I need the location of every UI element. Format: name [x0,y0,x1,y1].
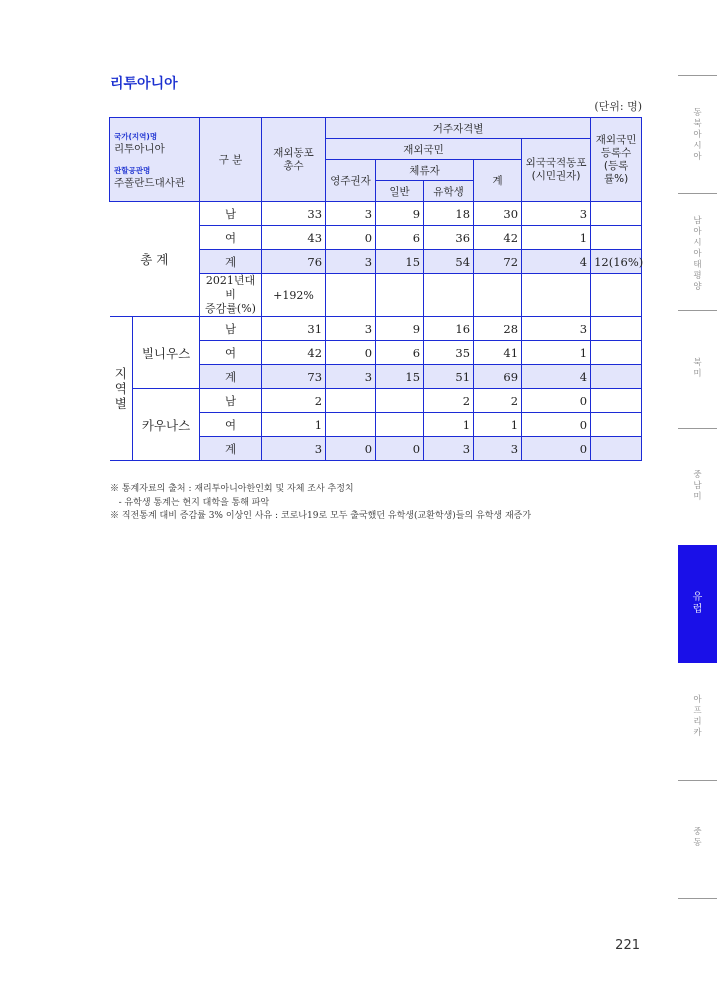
cell-foreign: 1 [522,226,591,250]
cell-foreign: 3 [522,317,591,341]
table-row [110,389,642,413]
header-foreign-nationals: 외국국적동포 (시민권자) [522,139,591,202]
page-number: 221 [615,938,640,953]
country-name: 리투아니아 [114,142,165,155]
cell-permanent: 3 [326,202,376,226]
change-label: 2021년대비 증감률(%) [200,274,262,317]
cell-general: 15 [376,365,424,389]
header-overseas-citizens: 재외국민 [326,139,522,160]
header-residence: 거주자격별 [326,118,591,139]
cell-student: 54 [424,250,474,274]
cell-total: 76 [262,250,326,274]
tab-south-asia-pacific[interactable]: 남 아 시 아 태 평 양 [693,216,702,292]
divider [678,428,717,429]
cell-subtotal: 2 [474,389,522,413]
footnote: - 유학생 통계는 현지 대학을 통해 파악 [110,497,270,508]
cell-total: 43 [262,226,326,250]
divider [678,780,717,781]
region-name: 카우나스 [133,389,200,461]
cell-student: 36 [424,226,474,250]
unit-label: (단위: 명) [594,100,642,113]
cell-registered [591,341,642,365]
header-general: 일반 [376,181,424,202]
cell-permanent: 3 [326,317,376,341]
cell-registered [591,389,642,413]
region-name: 빌니우스 [133,317,200,389]
cell-subtotal: 69 [474,365,522,389]
total-section-label: 총 계 [110,202,200,317]
footnotes [110,483,531,524]
cell-foreign: 4 [522,250,591,274]
cell-foreign: 4 [522,365,591,389]
cell-subtotal: 30 [474,202,522,226]
divider [678,310,717,311]
cell-permanent [326,413,376,437]
cell-general: 0 [376,437,424,461]
tab-latin-america[interactable]: 중 남 미 [693,470,702,502]
country-info-cell [110,118,200,202]
cell-registered [591,226,642,250]
header-student: 유학생 [424,181,474,202]
header-total: 재외동포 총수 [262,118,326,202]
row-kind: 남 [200,317,262,341]
cell-registered [591,202,642,226]
divider [678,75,717,76]
divider [678,898,717,899]
cell-permanent: 0 [326,341,376,365]
cell-student: 3 [424,437,474,461]
cell-permanent: 0 [326,437,376,461]
cell-total: 3 [262,437,326,461]
row-kind: 남 [200,389,262,413]
cell-subtotal: 28 [474,317,522,341]
tab-middle-east[interactable]: 중 동 [693,827,702,848]
footnote: ※ 직전통계 대비 증감률 3% 이상인 사유 : 코로나19로 모두 출국했던 유학생(교환학생)들의 유학생 재증가 [110,511,532,521]
cell-student: 35 [424,341,474,365]
cell-total: 2 [262,389,326,413]
cell-permanent: 3 [326,250,376,274]
empty-cell [424,274,474,317]
cell-student: 1 [424,413,474,437]
header-gubun: 구 분 [200,118,262,202]
office-label: 관할공관명 [114,165,151,175]
empty-cell [376,274,424,317]
row-kind: 남 [200,202,262,226]
row-kind: 계 [200,250,262,274]
table-row [110,202,642,226]
cell-general [376,389,424,413]
cell-registered: 12(16%) [591,250,642,274]
cell-general: 9 [376,317,424,341]
tab-europe-label: 유 럽 [692,592,703,615]
cell-foreign: 0 [522,437,591,461]
cell-general [376,413,424,437]
cell-foreign: 0 [522,413,591,437]
cell-general: 9 [376,202,424,226]
cell-subtotal: 72 [474,250,522,274]
row-kind: 여 [200,341,262,365]
cell-student: 2 [424,389,474,413]
footnote: ※ 통계자료의 출처 : 재리투아니아한인회 및 자체 조사 추정치 [110,484,354,494]
header-registered: 재외국민 등록수 (등록률%) [591,118,642,202]
empty-cell [522,274,591,317]
cell-general: 6 [376,226,424,250]
cell-permanent: 3 [326,365,376,389]
cell-general: 15 [376,250,424,274]
tab-europe-active[interactable] [678,545,717,663]
cell-registered [591,437,642,461]
cell-total: 33 [262,202,326,226]
region-index-sidebar [678,0,717,981]
cell-registered [591,413,642,437]
header-permanent: 영주권자 [326,160,376,202]
cell-general: 6 [376,341,424,365]
cell-total: 73 [262,365,326,389]
cell-total: 1 [262,413,326,437]
empty-cell [591,274,642,317]
cell-permanent: 0 [326,226,376,250]
header-sojourner: 체류자 [376,160,474,181]
cell-foreign: 1 [522,341,591,365]
cell-total: 31 [262,317,326,341]
row-kind: 여 [200,413,262,437]
row-kind: 여 [200,226,262,250]
statistics-table [109,117,642,461]
row-kind: 계 [200,365,262,389]
cell-foreign: 3 [522,202,591,226]
header-subtotal: 계 [474,160,522,202]
country-label: 국가(지역)명 [114,131,158,141]
divider [678,193,717,194]
cell-student: 51 [424,365,474,389]
cell-student: 16 [424,317,474,341]
office-name: 주폴란드대사관 [114,176,186,189]
cell-registered [591,317,642,341]
row-kind: 계 [200,437,262,461]
cell-subtotal: 3 [474,437,522,461]
cell-registered [591,365,642,389]
empty-cell [474,274,522,317]
cell-subtotal: 41 [474,341,522,365]
region-section-label: 지 역 별 [110,317,133,461]
tab-africa[interactable]: 아 프 리 카 [693,695,702,738]
cell-subtotal: 42 [474,226,522,250]
cell-total: 42 [262,341,326,365]
page-title: 리투아니아 [110,76,178,92]
cell-student: 18 [424,202,474,226]
cell-foreign: 0 [522,389,591,413]
table-row [110,317,642,341]
cell-permanent [326,389,376,413]
empty-cell [326,274,376,317]
cell-subtotal: 1 [474,413,522,437]
tab-northeast-asia[interactable]: 동 북 아 시 아 [693,108,702,162]
change-value: +192% [262,274,326,317]
tab-north-america[interactable]: 북 미 [693,358,702,379]
